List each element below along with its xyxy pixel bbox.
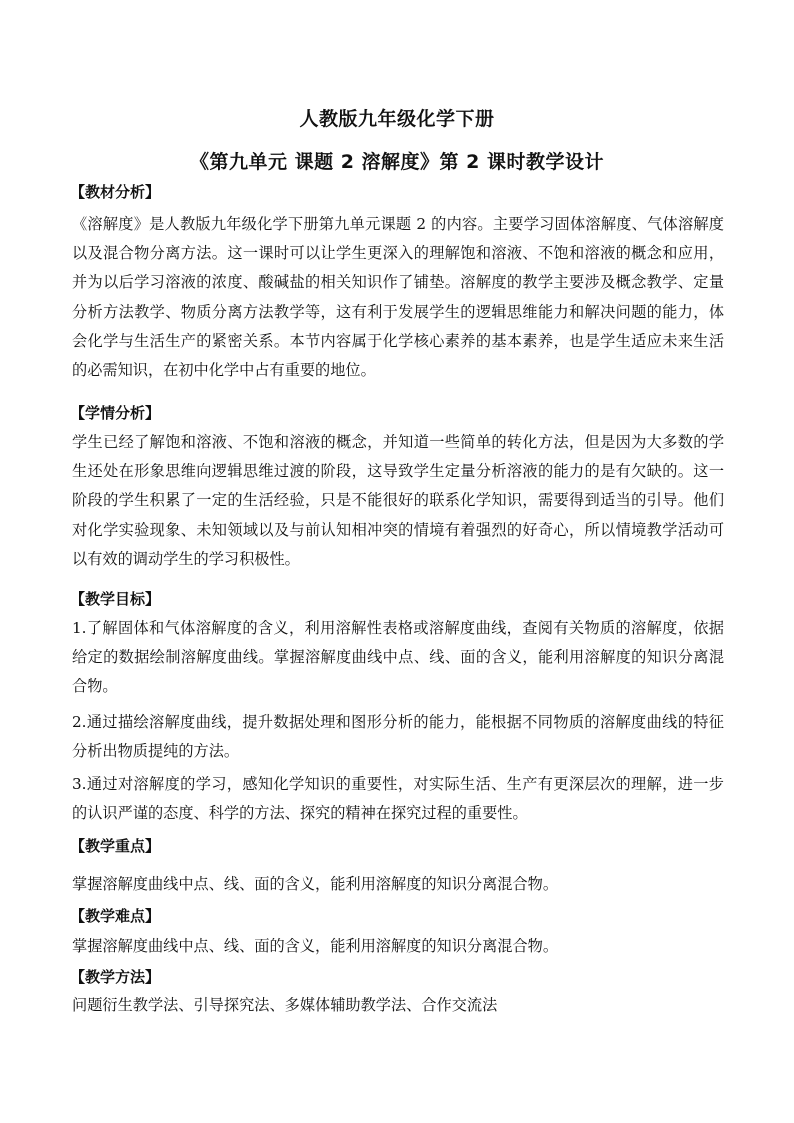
difficult-points-text: 掌握溶解度曲线中点、线、面的含义，能利用溶解度的知识分离混合物。 xyxy=(72,937,558,955)
teaching-goal-item: 1.了解固体和气体溶解度的含义，利用溶解性表格或溶解度曲线，查阅有关物质的溶解度，依据给定的数据绘制溶解度曲线。掌握溶解度曲线中点、线、面的含义，能利用溶解度的知识分离混合物。 xyxy=(72,619,724,696)
heading-teaching-goals: 【教学目标】 xyxy=(70,590,161,608)
document-title: 人教版九年级化学下册 xyxy=(299,108,495,130)
heading-difficult-points: 【教学难点】 xyxy=(70,907,161,925)
heading-teaching-methods: 【教学方法】 xyxy=(70,968,161,986)
key-points-text: 掌握溶解度曲线中点、线、面的含义，能利用溶解度的知识分离混合物。 xyxy=(72,875,558,893)
heading-student-analysis: 【学情分析】 xyxy=(70,404,161,422)
teaching-goal-item: 3.通过对溶解度的学习，感知化学知识的重要性，对实际生活、生产有更深层次的理解，进一步的认识严谨的态度、科学的方法、探究的精神在探究过程的重要性。 xyxy=(72,775,724,823)
teaching-goal-item: 2.通过描绘溶解度曲线，提升数据处理和图形分析的能力，能根据不同物质的溶解度曲线的特征分析出物质提纯的方法。 xyxy=(72,713,724,761)
heading-textbook-analysis: 【教材分析】 xyxy=(70,183,161,201)
document-subtitle: 《第九单元 课题 2 溶解度》第 2 课时教学设计 xyxy=(189,151,604,173)
heading-key-points: 【教学重点】 xyxy=(70,837,161,855)
student-analysis-text: 学生已经了解饱和溶液、不饱和溶液的概念，并知道一些简单的转化方法，但是因为大多数的学生还处在形象思维向逻辑思维过渡的阶段，这导致学生定量分析溶液的能力的是有欠缺的。这一阶段的学生积累了一定的生活经验，只是不能很好的联系化学知识，需要得到适当的引导。他们对化学实验现象、未知领域以及与前认知相冲突的情境有着强烈的好奇心，所以情境教学活动可以有效的调动学生的学习积极性。 xyxy=(72,433,724,568)
teaching-methods-text: 问题衍生教学法、引导探究法、多媒体辅助教学法、合作交流法 xyxy=(72,996,498,1014)
textbook-analysis-text: 《溶解度》是人教版九年级化学下册第九单元课题 2 的内容。主要学习固体溶解度、气体溶解度以及混合物分离方法。这一课时可以让学生更深入的理解饱和溶液、不饱和溶液的概念和应用，并为以后学习溶液的浓度、酸碱盐的相关知识作了铺垫。溶解度的教学主要涉及概念教学、定量分析方法教学、物质分离方法教学等，这有利于发展学生的逻辑思维能力和解决问题的能力，体会化学与生活生产的紧密关系。本节内容属于化学核心素养的基本素养，也是学生适应未来生活的必需知识，在初中化学中占有重要的地位。 xyxy=(72,215,724,380)
